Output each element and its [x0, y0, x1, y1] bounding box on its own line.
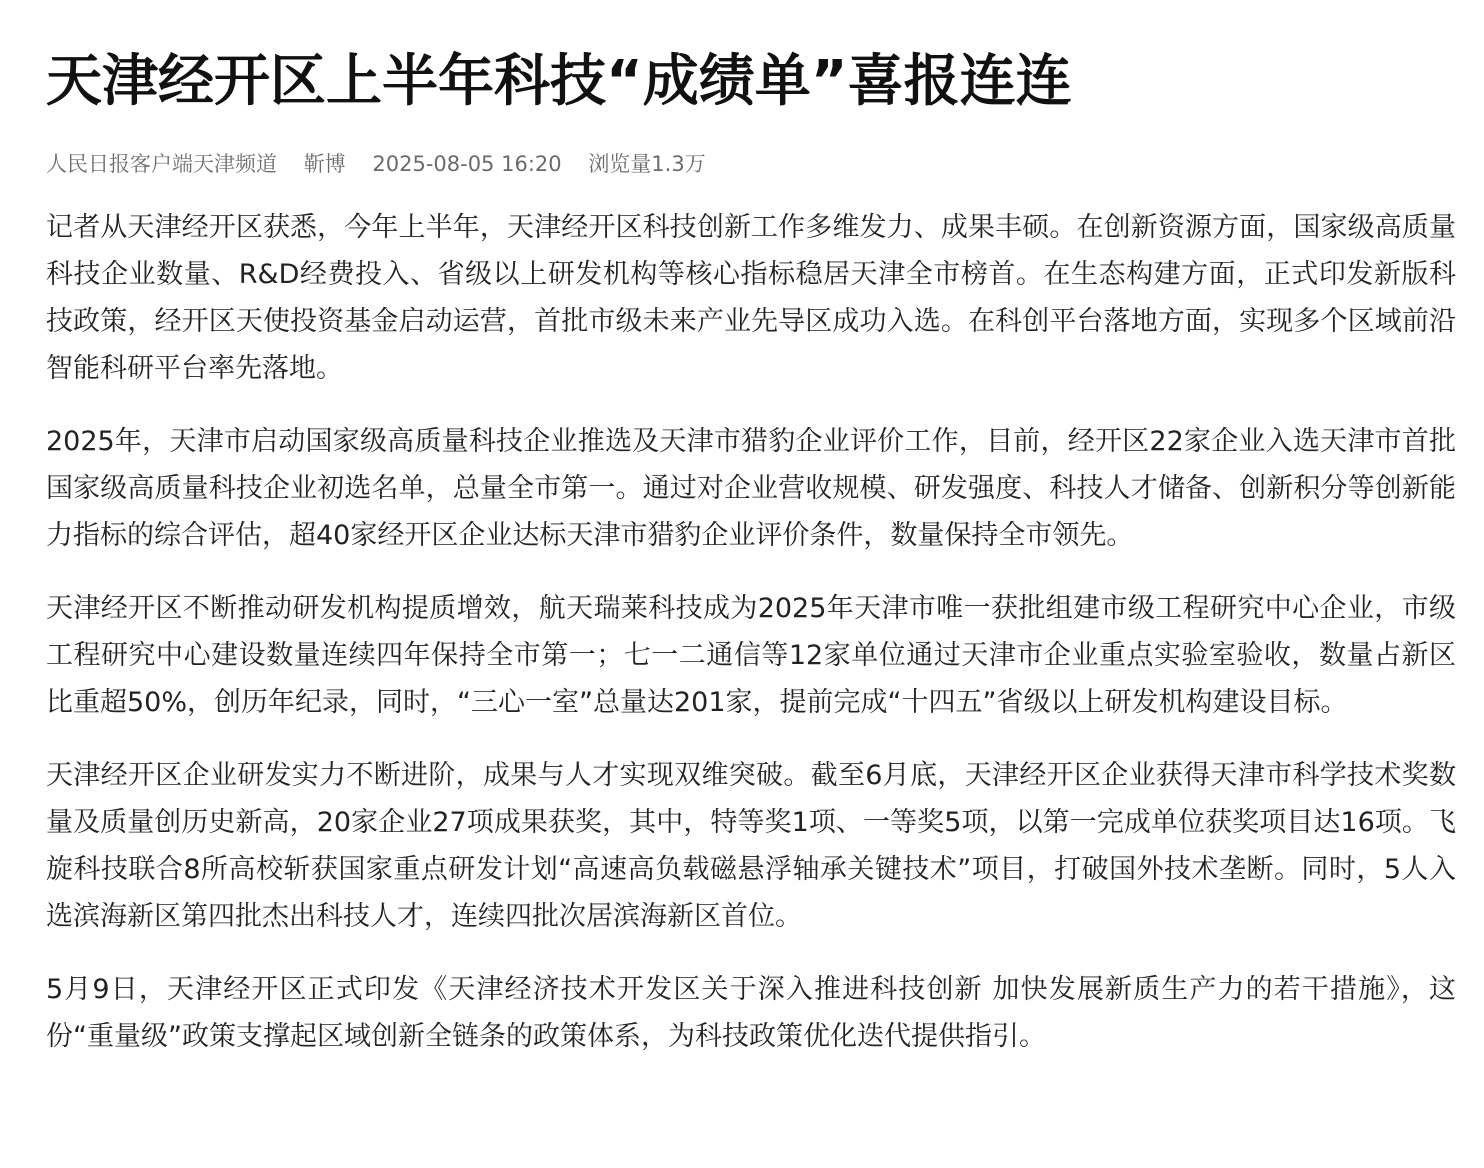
article-paragraph: 记者从天津经开区获悉，今年上半年，天津经开区科技创新工作多维发力、成果丰硕。在创新资源方面，国家级高质量科技企业数量、R&D经费投入、省级以上研发机构等核心指标稳居天津全市榜首。在生态构建方面，正式印发新版科技政策，经开区天使投资基金启动运营，首批市级未来产业先导区成功入选。在科创平台落地方面，实现多个区域前沿智能科研平台率先落地。 [46, 212, 1456, 384]
article-meta [46, 146, 1456, 182]
article-paragraph: 天津经开区不断推动研发机构提质增效，航天瑞莱科技成为2025年天津市唯一获批组建市级工程研究中心企业，市级工程研究中心建设数量连续四年保持全市第一；七一二通信等12家单位通过天津市企业重点实验室验收，数量占新区比重超50%，创历年纪录，同时，“三心一室”总量达201家，提前完成“十四五”省级以上研发机构建设目标。 [46, 593, 1456, 718]
article-author: 靳博 [303, 152, 346, 176]
article-datetime: 2025-08-05 16:20 [372, 152, 562, 176]
article-paragraph: 2025年，天津市启动国家级高质量科技企业推选及天津市猎豹企业评价工作，目前，经开区22家企业入选天津市首批国家级高质量科技企业初选名单，总量全市第一。通过对企业营收规模、研发强度、科技人才储备、创新积分等创新能力指标的综合评估，超40家经开区企业达标天津市猎豹企业评价条件，数量保持全市领先。 [46, 426, 1456, 551]
article-views: 浏览量1.3万 [588, 152, 706, 176]
article-source[interactable]: 人民日报客户端天津频道 [46, 152, 277, 176]
article-body [46, 204, 1456, 1060]
article-paragraph: 5月9日，天津经开区正式印发《天津经济技术开发区关于深入推进科技创新 加快发展新质生产力的若干措施》，这份“重量级”政策支撑起区域创新全链条的政策体系，为科技政策优化迭代提供指引。 [46, 974, 1456, 1052]
article [46, 0, 1456, 1086]
article-title: 天津经开区上半年科技“成绩单”喜报连连 [46, 49, 1072, 114]
article-paragraph: 天津经开区企业研发实力不断进阶，成果与人才实现双维突破。截至6月底，天津经开区企业获得天津市科学技术奖数量及质量创历史新高，20家企业27项成果获奖，其中，特等奖1项、一等奖5项，以第一完成单位获奖项目达16项。飞旋科技联合8所高校斩获国家重点研发计划“高速高负载磁悬浮轴承关键技术”项目，打破国外技术垄断。同时，5人入选滨海新区第四批杰出科技人才，连续四批次居滨海新区首位。 [46, 760, 1456, 932]
